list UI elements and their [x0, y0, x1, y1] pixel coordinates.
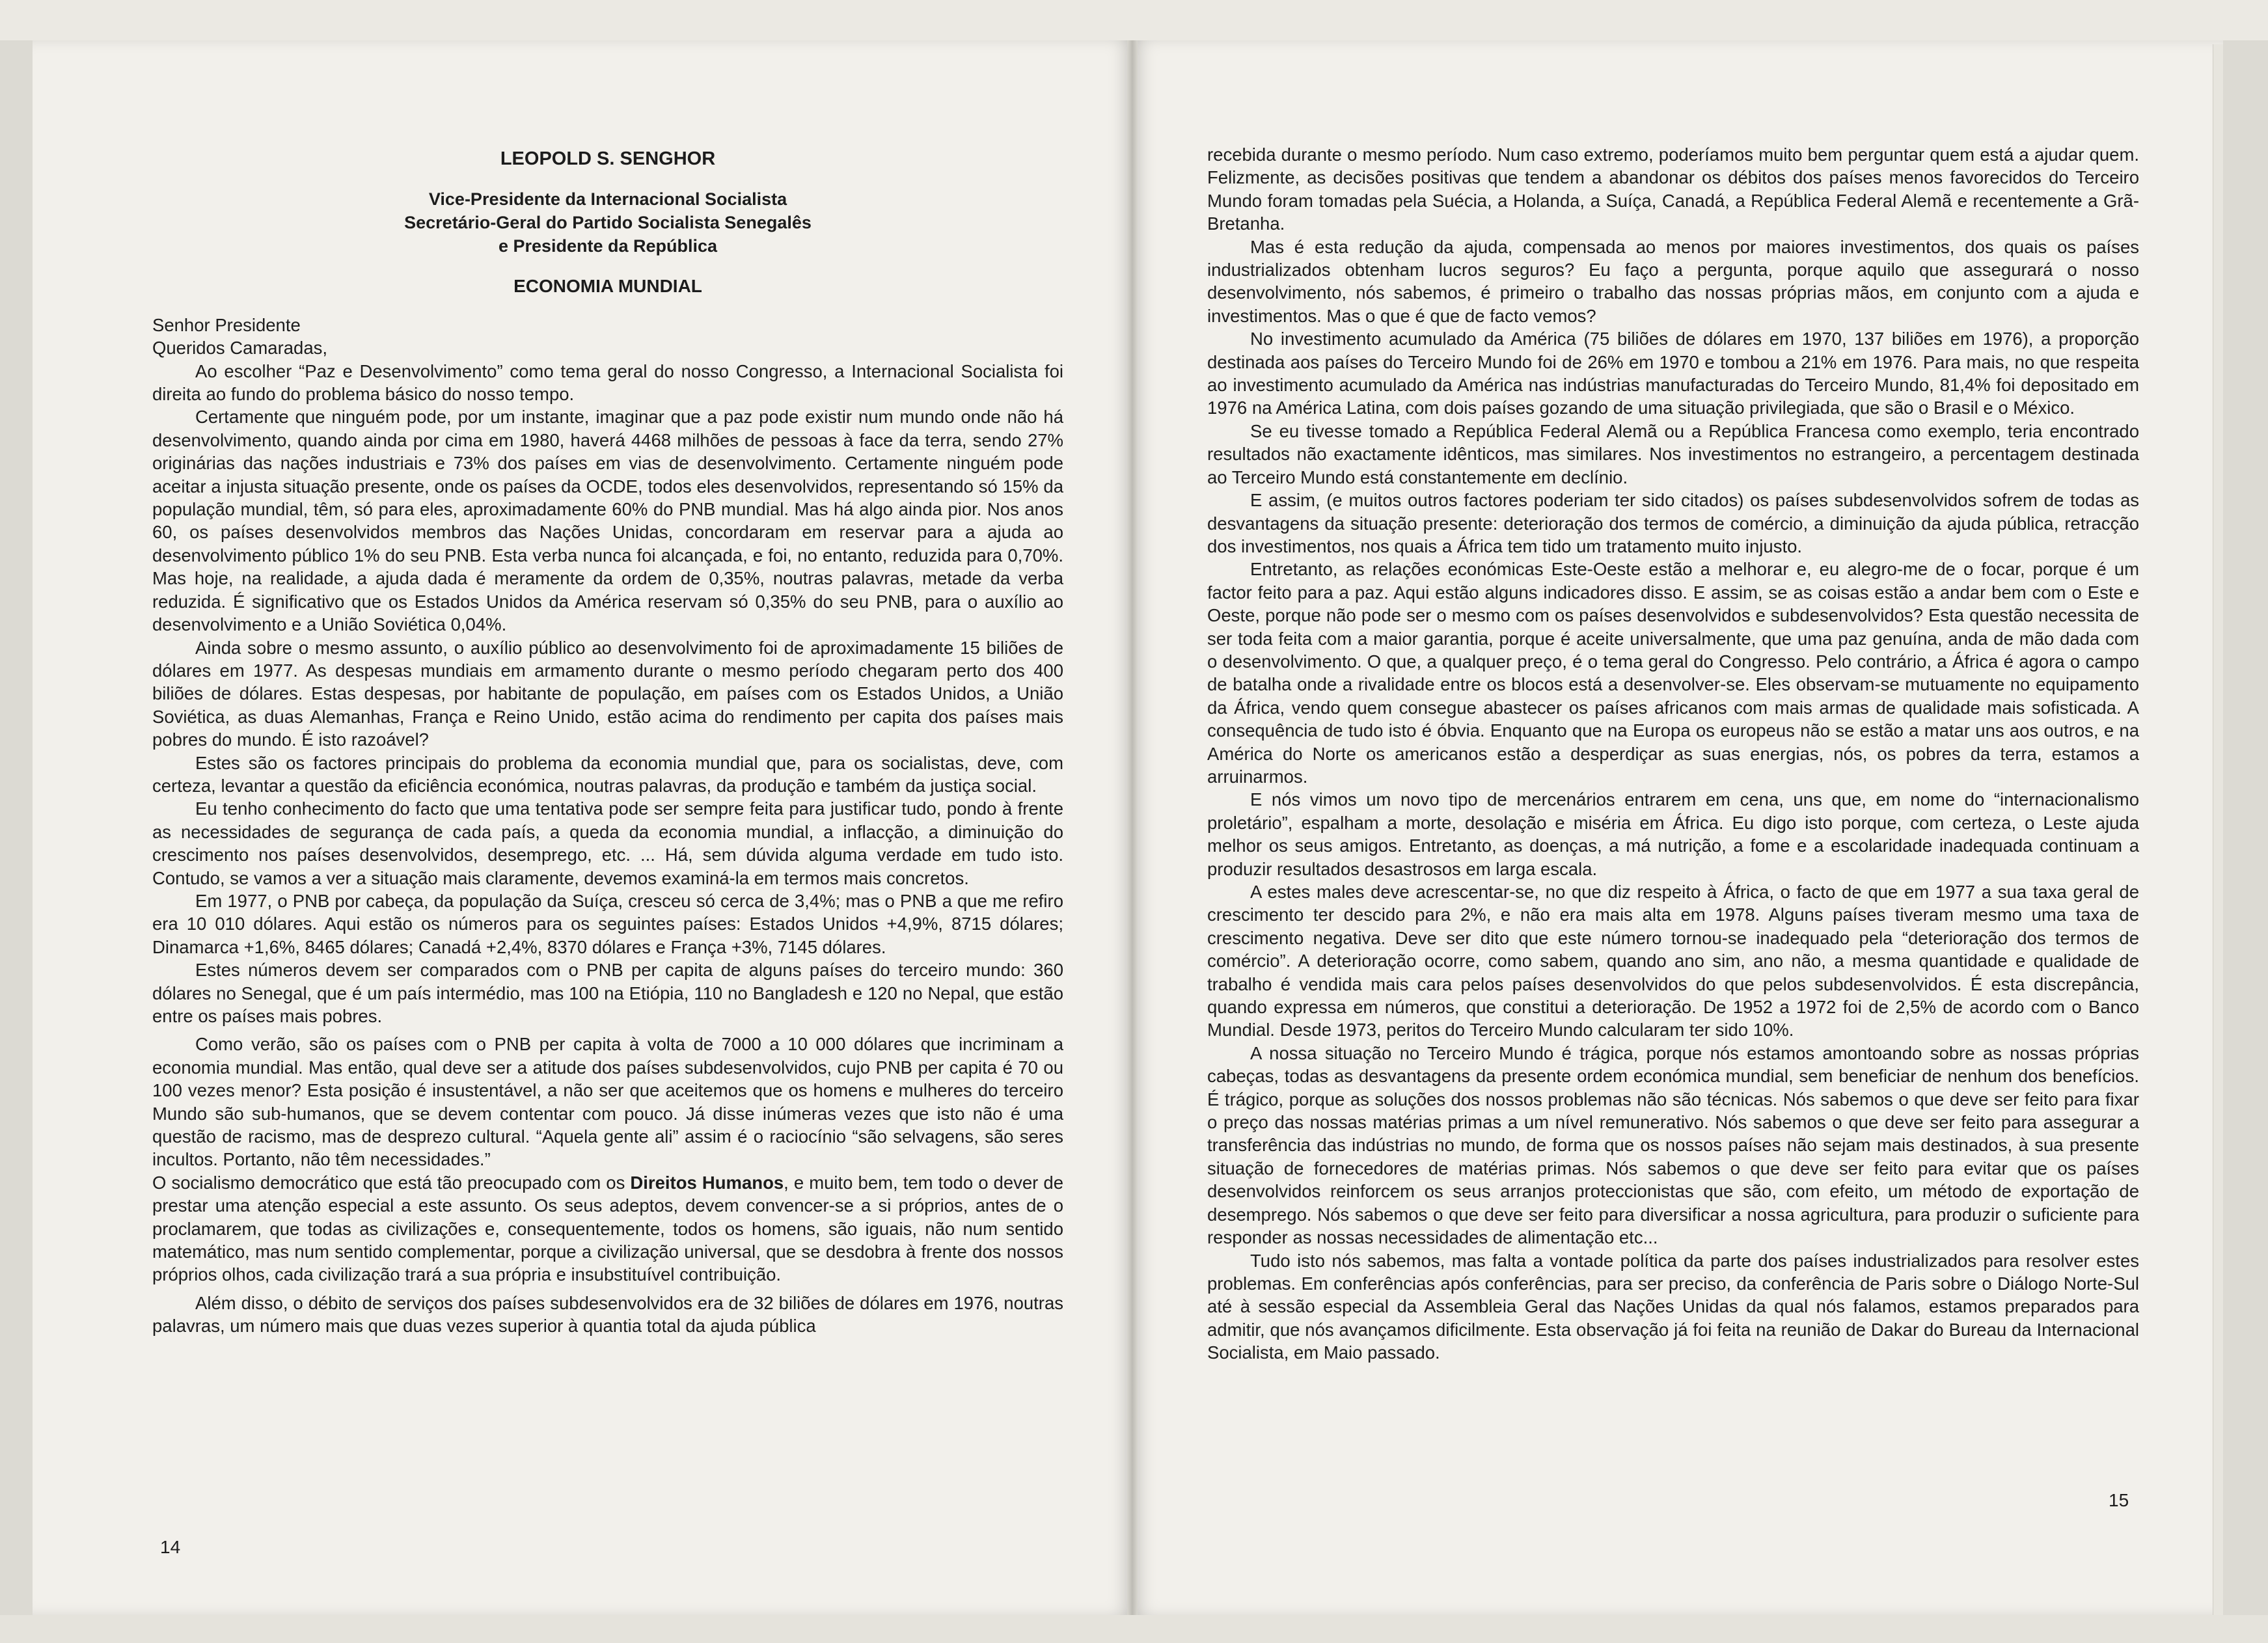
author-role-3: e Presidente da República [498, 236, 718, 256]
author-role-1: Vice-Presidente da Internacional Socialista [428, 189, 787, 210]
paragraph: Estes números devem ser comparados com o PNB per capita de alguns países do terceiro mundo: 360 dólares no Senegal, que é um país intermédio, mas 100 na Etiópia, 110 no Bangladesh e 120 no Nepal, que estão entre os países mais pobres. [152, 960, 1063, 1026]
author-role-2: Secretário-Geral do Partido Socialista Senegalês [404, 213, 812, 233]
paragraph-continued: recebida durante o mesmo período. Num caso extremo, poderíamos muito bem perguntar quem está a ajudar quem. Felizmente, as decisões positivas que tendem a abandonar os débitos dos países menos favorecidos do Terceiro Mundo foram tomadas pela Suécia, a Holanda, a Suíça, Canadá, a República Federal Alemã e recentemente a Grã-Bretanha. [1207, 144, 2139, 234]
paragraph: Mas é esta redução da ajuda, compensada ao menos por maiores investimentos, dos quais os países industrializados obtenham lucros seguros? Eu faço a pergunta, porque aquilo que assegurará o nosso desenvolvimento, nós sabemos, é primeiro o trabalho das nossas próprias mãos, em conjunto com a ajuda e investimentos. Mas o que é que de facto vemos? [1207, 236, 2139, 326]
paragraph: Além disso, o débito de serviços dos países subdesenvolvidos era de 32 biliões de dólares em 1976, noutras palavras, um número mais que duas vezes superior à quantia total da ajuda pública [152, 1292, 1063, 1337]
paragraph: Em 1977, o PNB por cabeça, da população da Suíça, cresceu só cerca de 3,4%; mas o PNB a que me refiro era 10 010 dólares. Aqui estão os números para os seguintes países: Estados Unidos +4,9%, 8715 dólares; Dinamarca +1,6%, 8465 dólares; Canadá +2,4%, 8370 dólares e França +3%, 7145 dólares. [152, 890, 1063, 957]
scan-backdrop-bottom [0, 1615, 2268, 1643]
human-rights-emphasis: Direitos Humanos [630, 1172, 784, 1193]
left-page-text [152, 148, 1063, 1338]
page-edge [2213, 44, 2223, 1615]
salutation-comrades: Queridos Camaradas, [152, 338, 328, 359]
paragraph: Eu tenho conhecimento do facto que uma tentativa pode ser sempre feita para justificar tudo, pondo à frente as necessidades de segurança de cada país, a queda da economia mundial, a inflacção, a diminuição do crescimento nos países desenvolvidos, desemprego, etc. ... Há, sem dúvida alguma verdade em tudo isto. Contudo, se vamos a ver a situação mais claramente, devemos examiná-la em termos mais concretos. [152, 798, 1063, 888]
right-page-text [1207, 143, 2139, 1365]
paragraph: Ao escolher “Paz e Desenvolvimento” como tema geral do nosso Congresso, a Internacional Socialista foi direita ao fundo do problema básico do nosso tempo. [152, 360, 1063, 405]
left-page [33, 40, 1132, 1615]
paragraph: A estes males deve acrescentar-se, no que diz respeito à África, o facto de que em 1977 a sua taxa geral de crescimento ter descido para 2%, e não era mais alta em 1978. Alguns países tiveram mesmo uma taxa de crescimento negativa. Deve ser dito que este número tornou-se inadequado pela “deterioração dos termos de comércio”. A deterioração ocorre, como sabem, quando ano sim, ano não, a mesma quantidade e qualidade de trabalho é vendida mais cara pelos países desenvolvidos do que pelos subdesenvolvidos. É esta discrepância, quando expressa em números, que constitui a deterioração. De 1952 a 1972 foi de 2,5% de acordo com o Banco Mundial. Desde 1973, peritos do Terceiro Mundo calcularam ter sido 10%. [1207, 882, 2139, 1040]
book-spread [33, 40, 2223, 1615]
page-number-left: 14 [160, 1537, 181, 1557]
page-number-right: 15 [2109, 1490, 2129, 1510]
right-page [1132, 40, 2223, 1615]
human-rights-text-before: O socialismo democrático que está tão preocupado com os [152, 1172, 631, 1193]
paragraph: A nossa situação no Terceiro Mundo é trágica, porque nós estamos amontoando sobre as nossas próprias cabeças, todas as desvantagens da presente ordem económica mundial, sem beneficiar de nenhum dos benefícios. É trágico, porque as soluções dos nossos problemas não são técnicas. Nós sabemos o que deve ser feito para fixar o preço das nossas matérias primas a um nível remunerativo. Nós sabemos o que deve ser feito para assegurar a transferência das indústrias no mundo, de forma que os nossos países não sejam mais destinados, à sua presente situação de fornecedores de matérias primas. Nós sabemos o que deve ser feito para evitar que os países desenvolvidos reinforcem os seus arranjos proteccionistas que são, com efeito, um método de exportação de desemprego. Nós sabemos o que deve ser feito para diversificar a nossa agricultura, para produzir o suficiente para responder as nossas necessidades de alimentação etc... [1207, 1042, 2139, 1248]
section-title: ECONOMIA MUNDIAL [513, 276, 702, 297]
human-rights-paragraph [152, 1171, 1063, 1286]
paragraph: Entretanto, as relações económicas Este-Oeste estão a melhorar e, eu alegro-me de o focar, porque é um factor feito para a paz. Aqui estão alguns indicadores disso. E assim, se as coisas estão a andar bem com o Este e Oeste, porque não pode ser o mesmo com os países desenvolvidos e subdesenvolvidos? Esta questão necessita de ser toda feita com a maior garantia, porque é aceite universalmente, que uma paz genuína, anda de mão dada com o desenvolvimento. O que, a qualquer preço, é o tema geral do Congresso. Pelo contrário, a África é agora o campo de batalha onde a rivalidade entre os blocos está a desenvolver-se. Eles observam-se mutuamente no equipamento da África, vendo quem consegue abastecer os países africanos com mais armas de qualidade mais sofisticada. A consequência de tudo isto é óbvia. Enquanto que na Europa os europeus não se estão a matar uns aos outros, e na América do Norte os americanos estão a desperdiçar as suas energias, nós, os pobres da terra, estamos a arruinarmos. [1207, 559, 2139, 787]
book-gutter [1127, 40, 1138, 1615]
paragraph: Estes são os factores principais do problema da economia mundial que, para os socialistas, deve, com certeza, levantar a questão da eficiência económica, noutras palavras, da produção e também da justiça social. [152, 752, 1063, 796]
paragraph: Como verão, são os países com o PNB per capita à volta de 7000 a 10 000 dólares que incriminam a economia mundial. Mas então, qual deve ser a atitude dos países subdesenvolvidos, cujo PNB per capita é 70 ou 100 vezes menor? Esta posição é insustentável, a não ser que aceitemos que os homens e mulheres do terceiro Mundo são sub-humanos, que se devem contentar com pouco. Já disse inúmeras vezes que isto não é uma questão de racismo, mas de desprezo cultural. “Aquela gente ali” assim é o raciocínio “são selvagens, são seres incultos. Portanto, não têm necessidades.” [152, 1034, 1063, 1170]
paragraph: Tudo isto nós sabemos, mas falta a vontade política da parte dos países industrializados para resolver estes problemas. Em conferências após conferências, para ser preciso, da conferência de Paris sobre o Diálogo Norte-Sul até à sessão especial da Assembleia Geral das Nações Unidas da qual nós falamos, estamos preparados para admitir, que nós avançamos dificilmente. Esta observação já foi feita na reunião de Dakar do Bureau da Internacional Socialista, em Maio passado. [1207, 1250, 2139, 1363]
paragraph: Ainda sobre o mesmo assunto, o auxílio público ao desenvolvimento foi de aproximadamente 15 biliões de dólares em 1977. As despesas mundiais em armamento durante o mesmo período chegaram perto dos 400 biliões de dólares. Estas despesas, por habitante de população, em países com os Estados Unidos, a União Soviética, as duas Alemanhas, França e Reino Unido, estão acima do rendimento per capita dos países mais pobres do mundo. É isto razoável? [152, 637, 1063, 750]
paragraph: No investimento acumulado da América (75 biliões de dólares em 1970, 137 biliões em 1976), a proporção destinada aos países do Terceiro Mundo foi de 26% em 1970 e tombou a 21% em 1976. Para mais, no que respeita ao investimento acumulado da América nas indústrias manufacturadas do Terceiro Mundo, 81,4% foi depositado em 1976 na América Latina, com dois países gozando de uma situação privilegiada, que são o Brasil e o México. [1207, 329, 2139, 418]
scan-backdrop-top [0, 0, 2268, 40]
human-rights-text-after: , e muito bem, tem todo o dever de prestar uma atenção especial a este assunto. Os seus adeptos, devem convencer-se a si próprios, antes de o proclamarem, que todas as civilizações e, consequentemente, todos os homens, são iguais, não num sentido matemático, mas num sentido complementar, porque a civilização universal, que se desdobra à frente dos nossos próprios olhos, cada civilização trará a sua própria e insubstituível contribuição. [152, 1172, 1063, 1285]
paragraph: E nós vimos um novo tipo de mercenários entrarem em cena, uns que, em nome do “internacionalismo proletário”, espalham a morte, desolação e miséria em África. Eu digo isto porque, com certeza, o Leste ajuda melhor os seus amigos. Entretanto, as doenças, a má nutrição, a fome e a escolaridade inadequada continuam a produzir resultados desastrosos em larga escala. [1207, 789, 2139, 879]
author-name: LEOPOLD S. SENGHOR [500, 148, 716, 169]
paragraph: E assim, (e muitos outros factores poderiam ter sido citados) os países subdesenvolvidos sofrem de todas as desvantagens da situação presente: deterioração dos termos de comércio, a diminuição da ajuda pública, retracção dos investimentos, nos quais a África tem tido um tratamento muito injusto. [1207, 490, 2139, 556]
paragraph: Certamente que ninguém pode, por um instante, imaginar que a paz pode existir num mundo onde não há desenvolvimento, quando ainda por cima em 1980, haverá 4468 milhões de pessoas à face da terra, sendo 27% originárias das nações industriais e 73% dos países em vias de desenvolvimento. Certamente ninguém pode aceitar a injusta situação presente, onde os países da OCDE, todos eles desenvolvidos, representando só 15% da população mundial, têm, só para eles, aproximadamente 60% do PNB mundial. Mas há algo ainda pior. Nos anos 60, os países desenvolvidos membros das Nações Unidas, concordaram em reservar para a ajuda ao desenvolvimento público 1% do seu PNB. Esta verba nunca foi alcançada, e foi, no entanto, reduzida para 0,70%. Mas hoje, na realidade, a ajuda dada é meramente da ordem de 0,35%, noutras palavras, metade da verba reduzida. É significativo que os Estados Unidos da América reservam só 0,35% do seu PNB, para o auxílio ao desenvolvimento e a União Soviética 0,04%. [152, 407, 1063, 635]
paragraph: Se eu tivesse tomado a República Federal Alemã ou a República Francesa como exemplo, teria encontrado resultados não exactamente idênticos, mas similares. Nos investimentos no estrangeiro, a percentagem destinada ao Terceiro Mundo está constantemente em declínio. [1207, 420, 2139, 487]
salutation-president: Senhor Presidente [152, 314, 301, 335]
